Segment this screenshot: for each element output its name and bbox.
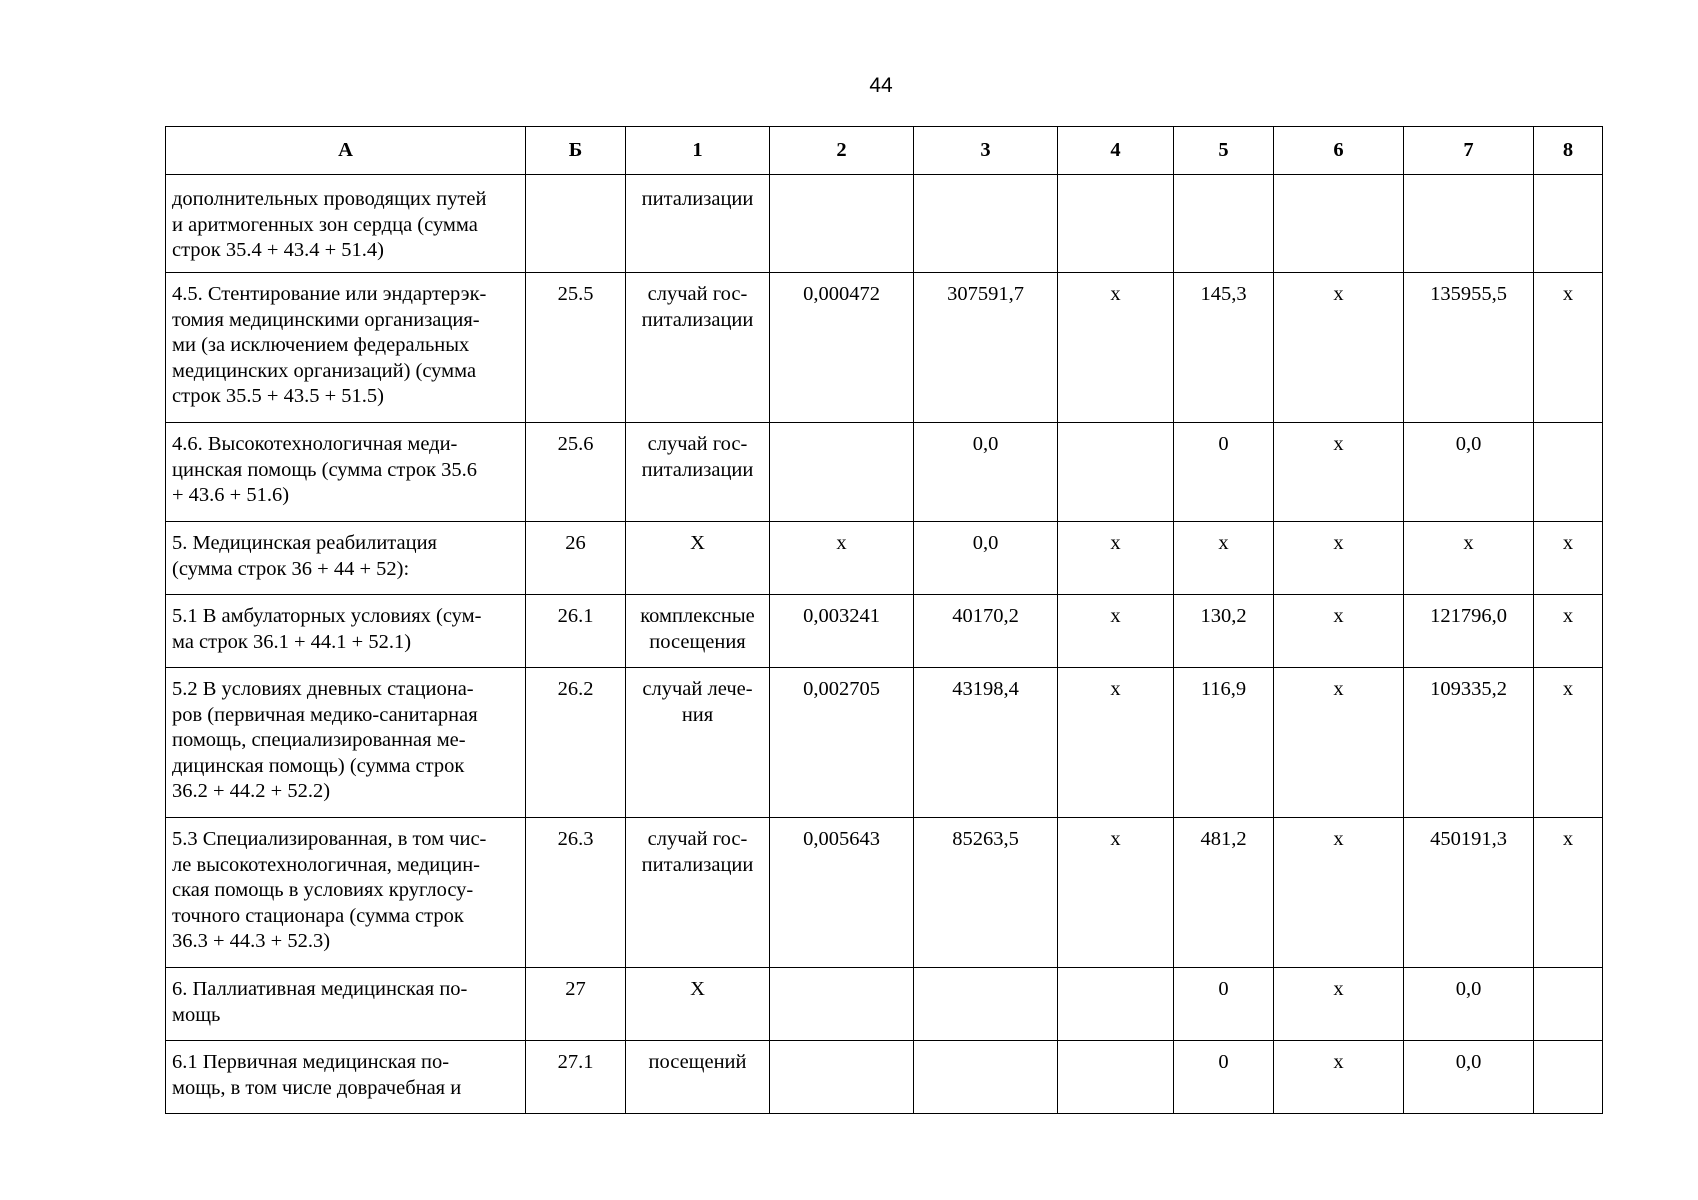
- text-line: помощь, специализированная ме-: [172, 729, 466, 751]
- cell-row-code: 27: [526, 968, 626, 1041]
- text-line: 6. Паллиативная медицинская по-: [172, 978, 468, 1000]
- header-col-7: 7: [1404, 127, 1534, 175]
- header-row: [166, 127, 1603, 175]
- cell-description: [166, 818, 526, 968]
- table-row: [166, 968, 1603, 1041]
- cell-col-7: 135955,5: [1404, 273, 1534, 423]
- header-col-b: Б: [526, 127, 626, 175]
- cell-col-6: х: [1274, 273, 1404, 423]
- cell-col-8: х: [1534, 818, 1603, 968]
- cell-unit: [626, 668, 770, 818]
- header-col-2: 2: [770, 127, 914, 175]
- cell-col-2: 0,000472: [770, 273, 914, 423]
- cell-description: [166, 423, 526, 522]
- header-col-6: 6: [1274, 127, 1404, 175]
- cell-col-6: х: [1274, 595, 1404, 668]
- cell-col-5: 481,2: [1174, 818, 1274, 968]
- cell-col-7: 0,0: [1404, 1041, 1534, 1114]
- cell-description: [166, 522, 526, 595]
- cell-unit: [626, 175, 770, 273]
- cell-description: [166, 1041, 526, 1114]
- cell-unit: [626, 968, 770, 1041]
- header-col-a: А: [166, 127, 526, 175]
- cell-col-2: [770, 968, 914, 1041]
- cell-col-2: 0,002705: [770, 668, 914, 818]
- table-row: [166, 522, 1603, 595]
- cell-col-5: [1174, 175, 1274, 273]
- cell-col-6: х: [1274, 522, 1404, 595]
- table-row: [166, 818, 1603, 968]
- text-line: ма строк 36.1 + 44.1 + 52.1): [172, 630, 412, 653]
- table-body: [166, 175, 1603, 1114]
- cell-col-3: 85263,5: [914, 818, 1058, 968]
- text-line: ния: [681, 703, 714, 726]
- text-line: питализации: [641, 853, 754, 876]
- table-row: [166, 423, 1603, 522]
- cell-col-2: 0,005643: [770, 818, 914, 968]
- cell-col-7: [1404, 175, 1534, 273]
- table-header: [166, 127, 1603, 175]
- cell-col-8: [1534, 175, 1603, 273]
- text-line: 5.1 В амбулаторных условиях (сум-: [172, 605, 482, 627]
- header-col-8: 8: [1534, 127, 1603, 175]
- text-line: 5.2 В условиях дневных стациона-: [172, 678, 474, 700]
- cell-col-6: х: [1274, 818, 1404, 968]
- cell-unit: [626, 595, 770, 668]
- cell-col-7: 121796,0: [1404, 595, 1534, 668]
- cell-col-4: х: [1058, 273, 1174, 423]
- cell-col-7: х: [1404, 522, 1534, 595]
- text-line: посещения: [649, 630, 746, 653]
- text-line: томия медицинскими организация-: [172, 308, 480, 331]
- cell-col-8: [1534, 423, 1603, 522]
- cell-col-5: х: [1174, 522, 1274, 595]
- text-line: строк 35.5 + 43.5 + 51.5): [172, 385, 384, 407]
- cell-col-7: 0,0: [1404, 423, 1534, 522]
- cell-col-3: [914, 175, 1058, 273]
- cell-col-3: [914, 1041, 1058, 1114]
- text-line: строк 35.4 + 43.4 + 51.4): [172, 239, 384, 261]
- cell-col-4: [1058, 1041, 1174, 1114]
- cell-description: [166, 175, 526, 273]
- cell-col-6: х: [1274, 668, 1404, 818]
- text-line: 5.3 Специализированная, в том чис-: [172, 828, 487, 850]
- text-line: + 43.6 + 51.6): [172, 484, 290, 506]
- cell-col-7: 109335,2: [1404, 668, 1534, 818]
- cell-col-2: [770, 1041, 914, 1114]
- cell-col-3: 0,0: [914, 423, 1058, 522]
- table-row: [166, 668, 1603, 818]
- text-line: 4.5. Стентирование или эндартерэк-: [172, 283, 487, 305]
- cell-col-3: 0,0: [914, 522, 1058, 595]
- text-line: случай гос-: [647, 828, 748, 850]
- cell-col-4: [1058, 423, 1174, 522]
- text-line: и аритмогенных зон сердца (сумма: [172, 213, 478, 236]
- text-line: ми (за исключением федеральных: [172, 334, 470, 356]
- cell-col-3: 307591,7: [914, 273, 1058, 423]
- cell-col-8: х: [1534, 668, 1603, 818]
- cell-col-7: 450191,3: [1404, 818, 1534, 968]
- text-line: ле высокотехнологичная, медицин-: [172, 853, 481, 876]
- cell-col-3: 43198,4: [914, 668, 1058, 818]
- cell-row-code: 25.6: [526, 423, 626, 522]
- text-line: питализации: [641, 458, 754, 481]
- text-line: случай лече-: [642, 678, 753, 700]
- header-col-4: 4: [1058, 127, 1174, 175]
- text-line: Х: [690, 978, 705, 1000]
- cell-col-4: х: [1058, 818, 1174, 968]
- cell-row-code: 25.5: [526, 273, 626, 423]
- cell-description: [166, 595, 526, 668]
- page-number: 44: [869, 74, 893, 97]
- cell-col-8: х: [1534, 273, 1603, 423]
- data-table: [165, 126, 1603, 1114]
- cell-row-code: 26: [526, 522, 626, 595]
- cell-col-2: 0,003241: [770, 595, 914, 668]
- text-line: дицинская помощь) (сумма строк: [172, 754, 465, 777]
- cell-col-5: 0: [1174, 423, 1274, 522]
- text-line: мощь: [172, 1003, 221, 1026]
- text-line: 36.3 + 44.3 + 52.3): [172, 930, 331, 952]
- table-row: [166, 175, 1603, 273]
- table-row: [166, 273, 1603, 423]
- text-line: ров (первичная медико-санитарная: [172, 703, 478, 726]
- text-line: питализации: [641, 308, 754, 331]
- cell-row-code: 26.3: [526, 818, 626, 968]
- cell-col-8: х: [1534, 595, 1603, 668]
- text-line: комплексные: [640, 605, 755, 627]
- cell-col-3: [914, 968, 1058, 1041]
- cell-col-5: 116,9: [1174, 668, 1274, 818]
- cell-col-2: х: [770, 522, 914, 595]
- text-line: ская помощь в условиях круглосу-: [172, 879, 474, 901]
- cell-col-3: 40170,2: [914, 595, 1058, 668]
- cell-col-6: х: [1274, 423, 1404, 522]
- cell-col-5: 145,3: [1174, 273, 1274, 423]
- cell-unit: [626, 522, 770, 595]
- cell-row-code: 26.2: [526, 668, 626, 818]
- table-row: [166, 595, 1603, 668]
- text-line: питализации: [641, 188, 754, 210]
- cell-col-6: х: [1274, 968, 1404, 1041]
- cell-col-8: х: [1534, 522, 1603, 595]
- cell-col-4: х: [1058, 522, 1174, 595]
- cell-col-6: [1274, 175, 1404, 273]
- text-line: Х: [690, 532, 705, 554]
- text-line: мощь, в том числе доврачебная и: [172, 1076, 462, 1099]
- cell-col-4: [1058, 968, 1174, 1041]
- text-line: случай гос-: [647, 433, 748, 455]
- cell-col-2: [770, 423, 914, 522]
- cell-col-4: [1058, 175, 1174, 273]
- cell-col-8: [1534, 968, 1603, 1041]
- header-col-5: 5: [1174, 127, 1274, 175]
- cell-col-7: 0,0: [1404, 968, 1534, 1041]
- cell-row-code: [526, 175, 626, 273]
- header-col-3: 3: [914, 127, 1058, 175]
- text-line: (сумма строк 36 + 44 + 52):: [172, 557, 410, 580]
- cell-row-code: 27.1: [526, 1041, 626, 1114]
- cell-row-code: 26.1: [526, 595, 626, 668]
- cell-col-8: [1534, 1041, 1603, 1114]
- cell-unit: [626, 273, 770, 423]
- cell-unit: [626, 423, 770, 522]
- table-row: [166, 1041, 1603, 1114]
- cell-col-6: х: [1274, 1041, 1404, 1114]
- cell-description: [166, 273, 526, 423]
- cell-col-4: х: [1058, 595, 1174, 668]
- cell-description: [166, 668, 526, 818]
- text-line: дополнительных проводящих путей: [172, 188, 487, 210]
- text-line: точного стационара (сумма строк: [172, 904, 464, 927]
- text-line: цинская помощь (сумма строк 35.6: [172, 458, 478, 481]
- text-line: 6.1 Первичная медицинская по-: [172, 1051, 450, 1073]
- cell-col-5: 0: [1174, 968, 1274, 1041]
- text-line: 36.2 + 44.2 + 52.2): [172, 780, 331, 802]
- text-line: случай гос-: [647, 283, 748, 305]
- text-line: 5. Медицинская реабилитация: [172, 532, 437, 554]
- text-line: посещений: [648, 1051, 747, 1073]
- cell-col-4: х: [1058, 668, 1174, 818]
- text-line: медицинских организаций) (сумма: [172, 359, 477, 382]
- cell-col-5: 130,2: [1174, 595, 1274, 668]
- cell-col-5: 0: [1174, 1041, 1274, 1114]
- header-col-1: 1: [626, 127, 770, 175]
- cell-col-2: [770, 175, 914, 273]
- cell-description: [166, 968, 526, 1041]
- cell-unit: [626, 1041, 770, 1114]
- text-line: 4.6. Высокотехнологичная меди-: [172, 433, 458, 455]
- cell-unit: [626, 818, 770, 968]
